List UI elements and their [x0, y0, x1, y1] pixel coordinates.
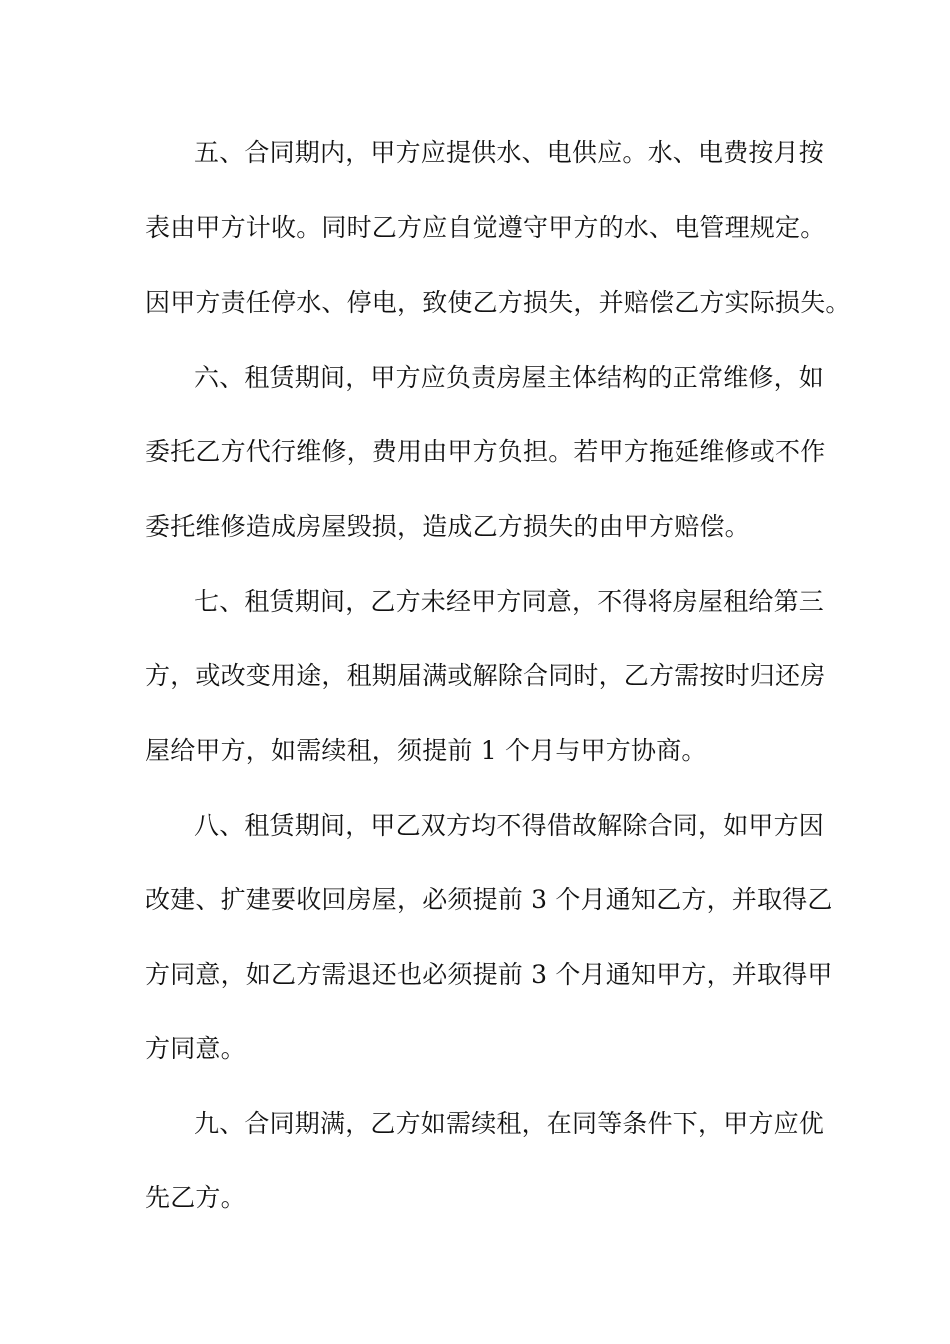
clause-9-line-1: 九、合同期满，乙方如需续租，在同等条件下，甲方应优	[194, 1109, 825, 1138]
clause-5-line-1: 五、合同期内，甲方应提供水、电供应。水、电费按月按	[194, 138, 825, 167]
clause-7-line-2: 方，或改变用途，租期届满或解除合同时，乙方需按时归还房	[145, 661, 826, 690]
clause-8-line-1: 八、租赁期间，甲乙双方均不得借故解除合同，如甲方因	[194, 811, 825, 840]
clause-7-line-3: 屋给甲方，如需续租，须提前 1 个月与甲方协商。	[145, 736, 707, 765]
clause-6-line-2: 委托乙方代行维修，费用由甲方负担。若甲方拖延维修或不作	[145, 437, 826, 466]
clause-7-line-1: 七、租赁期间，乙方未经甲方同意，不得将房屋租给第三	[194, 587, 825, 616]
clause-6-line-3: 委托维修造成房屋毁损，造成乙方损失的由甲方赔偿。	[145, 512, 750, 541]
clause-8-line-3: 方同意，如乙方需退还也必须提前 3 个月通知甲方，并取得甲	[145, 960, 833, 989]
clause-6-line-1: 六、租赁期间，甲方应负责房屋主体结构的正常维修，如	[194, 363, 825, 392]
clause-8-line-2: 改建、扩建要收回房屋，必须提前 3 个月通知乙方，并取得乙	[145, 885, 833, 914]
clause-5-line-3: 因甲方责任停水、停电，致使乙方损失，并赔偿乙方实际损失。	[145, 288, 851, 317]
clause-9-line-2: 先乙方。	[145, 1183, 246, 1212]
clause-5-line-2: 表由甲方计收。同时乙方应自觉遵守甲方的水、电管理规定。	[145, 213, 826, 242]
clause-8-line-4: 方同意。	[145, 1034, 246, 1063]
